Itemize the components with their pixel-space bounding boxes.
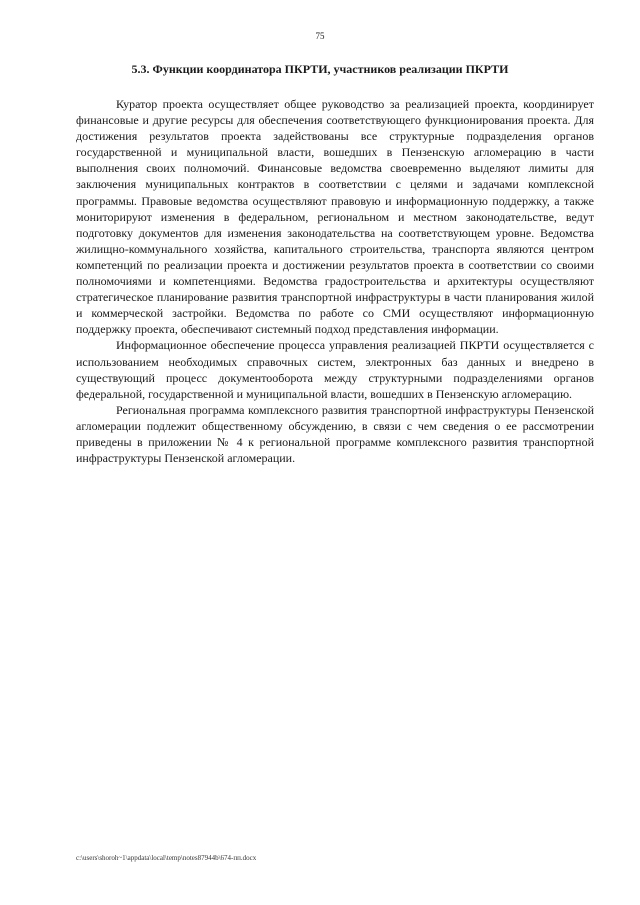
paragraph-public-discussion: Региональная программа комплексного развития транспортной инфраструктуры Пензенской агломерации подлежит общественному обсуждению, в связи с чем сведения о ее рассмотрении приведены в приложении № 4 к региональной программе комплексного развития транспортной инфраструктуры Пензенской агломерации. [76,402,594,466]
paragraph-project-curator: Куратор проекта осуществляет общее руководство за реализацией проекта, координирует финансовые и другие ресурсы для обеспечения соответствующего функционирования проекта. Для достижения результатов проекта задействованы все структурные подразделения органов государственной и муниципальной власти, вошедших в Пензенскую агломерацию в части выполнения своих полномочий. Финансовые ведомства своевременно выделяют лимиты для заключения муниципальных контрактов в соответствии с целями и задачами комплексной программы. Правовые ведомства осуществляют правовую и информационную поддержку, а также мониторируют изменения в федеральном, региональном и местном законодательстве, ведут подготовку документов для изменения законодательства на соответствующем уровне. Ведомства жилищно-коммунального хозяйства, капитального строительства, транспорта являются центром компетенций по реализации проекта и достижении результатов проекта в соответствии со своими полномочиями и компетенциями. Ведомства градостроительства и архитектуры осуществляют стратегическое планирование развития транспортной инфраструктуры в части планирования жилой и коммерческой застройки. Ведомства по работе со СМИ осуществляют информационную поддержку проекта, обеспечивают системный подход представления информации. [76,97,594,337]
document-body [76,96,594,466]
footer-file-path: c:\users\shoroh~1\appdata\local\temp\notes87944b\674-пп.docx [76,854,257,862]
page-number: 75 [315,31,325,41]
section-heading: 5.3. Функции координатора ПКРТИ, участников реализации ПКРТИ [131,62,509,76]
paragraph-information-support: Информационное обеспечение процесса управления реализацией ПКРТИ осуществляется с использованием необходимых справочных систем, электронных баз данных и внедрено в существующий процесс документооборота между структурными подразделениями органов федеральной, государственной и муниципальной власти, вошедших в Пензенскую агломерацию. [76,338,594,401]
